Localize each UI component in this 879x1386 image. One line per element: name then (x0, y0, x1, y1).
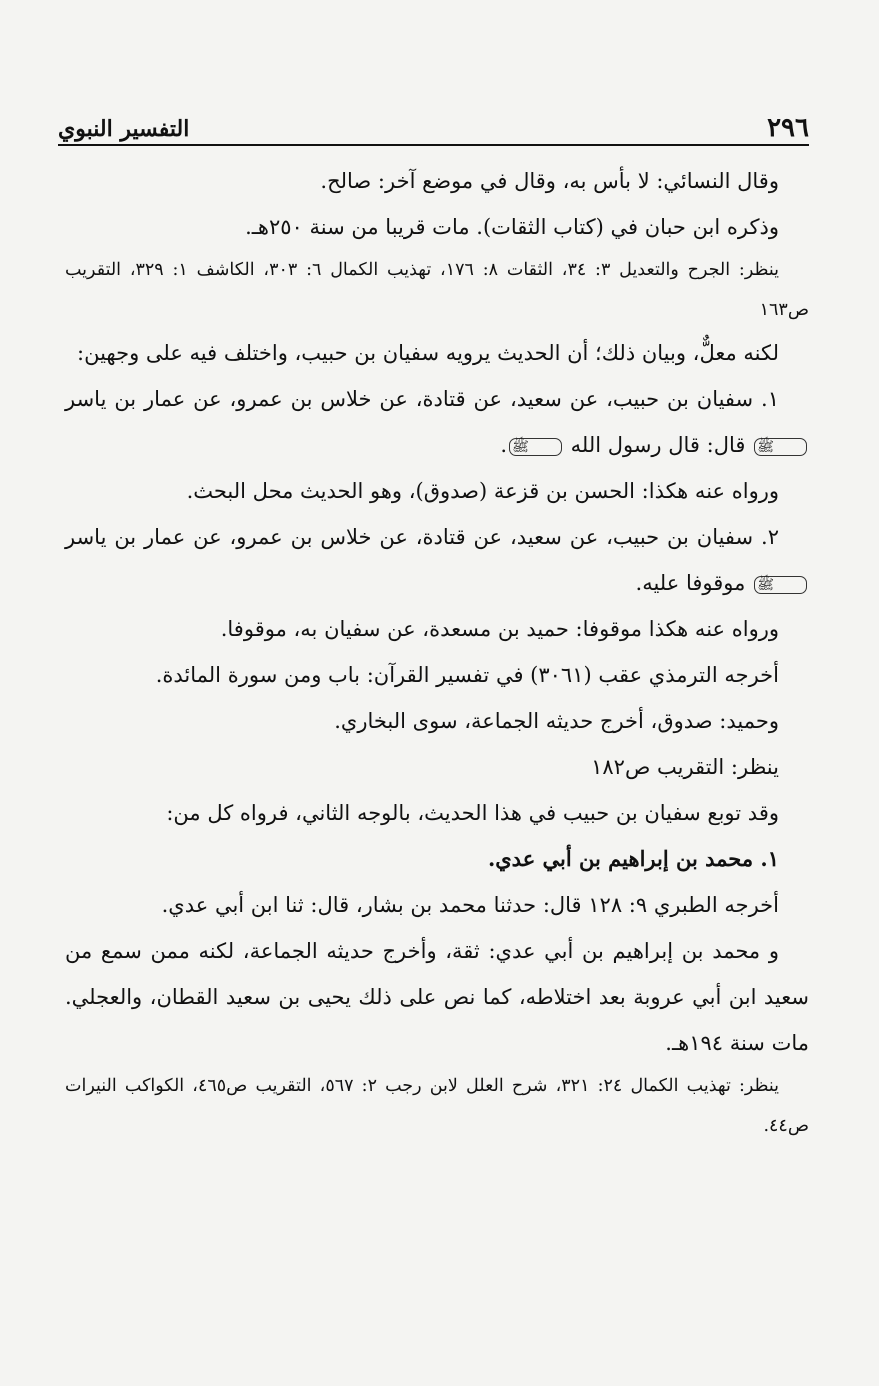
honorific-ra-icon: ﷺ (754, 576, 807, 594)
page-body (65, 158, 809, 1146)
paragraph-tirmidhi: أخرجه الترمذي عقب (٣٠٦١) في تفسير القرآن: باب ومن سورة المائدة. (155, 663, 779, 687)
honorific-saw-icon: ﷺ (509, 438, 562, 456)
running-title: التفسير النبوي (58, 116, 190, 142)
reference-final: ينظر: تهذيب الكمال ٢٤: ٣٢١، شرح العلل لابن رجب ٢: ٥٦٧، التقريب ص٤٦٥، الكواكب النيرات ص٤٤. (65, 1076, 809, 1136)
paragraph-hasan: ورواه عنه هكذا: الحسن بن قزعة (صدوق)، وهو الحديث محل البحث. (186, 479, 779, 503)
chain-one: ١. سفيان بن حبيب، عن سعيد، عن قتادة، عن خلاس بن عمرو، عن عمار بن ياسر ﷺ قال: قال رسول الله ﷺ. (65, 376, 809, 468)
chain-one-text: ١. سفيان بن حبيب، عن سعيد، عن قتادة، عن خلاس بن عمرو، عن عمار بن ياسر (65, 387, 779, 411)
paragraph-ibn-abi-adi-grade: و محمد بن إبراهيم بن أبي عدي: ثقة، وأخرج حديثه الجماعة، لكنه ممن سمع من سعيد ابن أبي عروبة بعد اختلاطه، كما نص على ذلك يحيى بن سعيد القطان، والعجلي. مات سنة ١٩٤هـ. (65, 939, 809, 1055)
reference-note: ينظر: الجرح والتعديل ٣: ٣٤، الثقات ٨: ١٧٦، تهذيب الكمال ٦: ٣٠٣، الكاشف ١: ٣٢٩، التقريب ص١٦٣ (65, 260, 809, 320)
page-number: ٢٩٦ (767, 113, 809, 143)
paragraph-mutaba: وقد توبع سفيان بن حبيب في هذا الحديث، بالوجه الثاني، فرواه كل من: (166, 801, 779, 825)
paragraph-ibn-hibban: وذكره ابن حبان في (كتاب الثقات). مات قريبا من سنة ٢٥٠هـ. (245, 215, 779, 239)
chain-two-text: ٢. سفيان بن حبيب، عن سعيد، عن قتادة، عن خلاس بن عمرو، عن عمار بن ياسر (65, 525, 779, 549)
reference-taqrib: ينظر: التقريب ص١٨٢ (591, 755, 779, 779)
chain-two-end: موقوفا عليه. (635, 571, 746, 595)
paragraph-illa: لكنه معلٌّ، وبيان ذلك؛ أن الحديث يرويه سفيان بن حبيب، واختلف فيه على وجهين: (77, 341, 779, 365)
list-item-ibn-abi-adi: ١. محمد بن إبراهيم بن أبي عدي. (487, 846, 779, 871)
page-header (58, 112, 809, 146)
paragraph-humaid-grade: وحميد: صدوق، أخرج حديثه الجماعة، سوى البخاري. (334, 709, 779, 733)
paragraph-humaid: ورواه عنه هكذا موقوفا: حميد بن مسعدة، عن سفيان به، موقوفا. (220, 617, 779, 641)
honorific-ra-icon: ﷺ (754, 438, 807, 456)
chain-one-quote: قال: قال رسول الله (570, 433, 746, 457)
paragraph-tabari: أخرجه الطبري ٩: ١٢٨ قال: حدثنا محمد بن بشار، قال: ثنا ابن أبي عدي. (161, 893, 779, 917)
chain-two (65, 514, 809, 606)
paragraph-nasai: وقال النسائي: لا بأس به، وقال في موضع آخر: صالح. (320, 169, 779, 193)
